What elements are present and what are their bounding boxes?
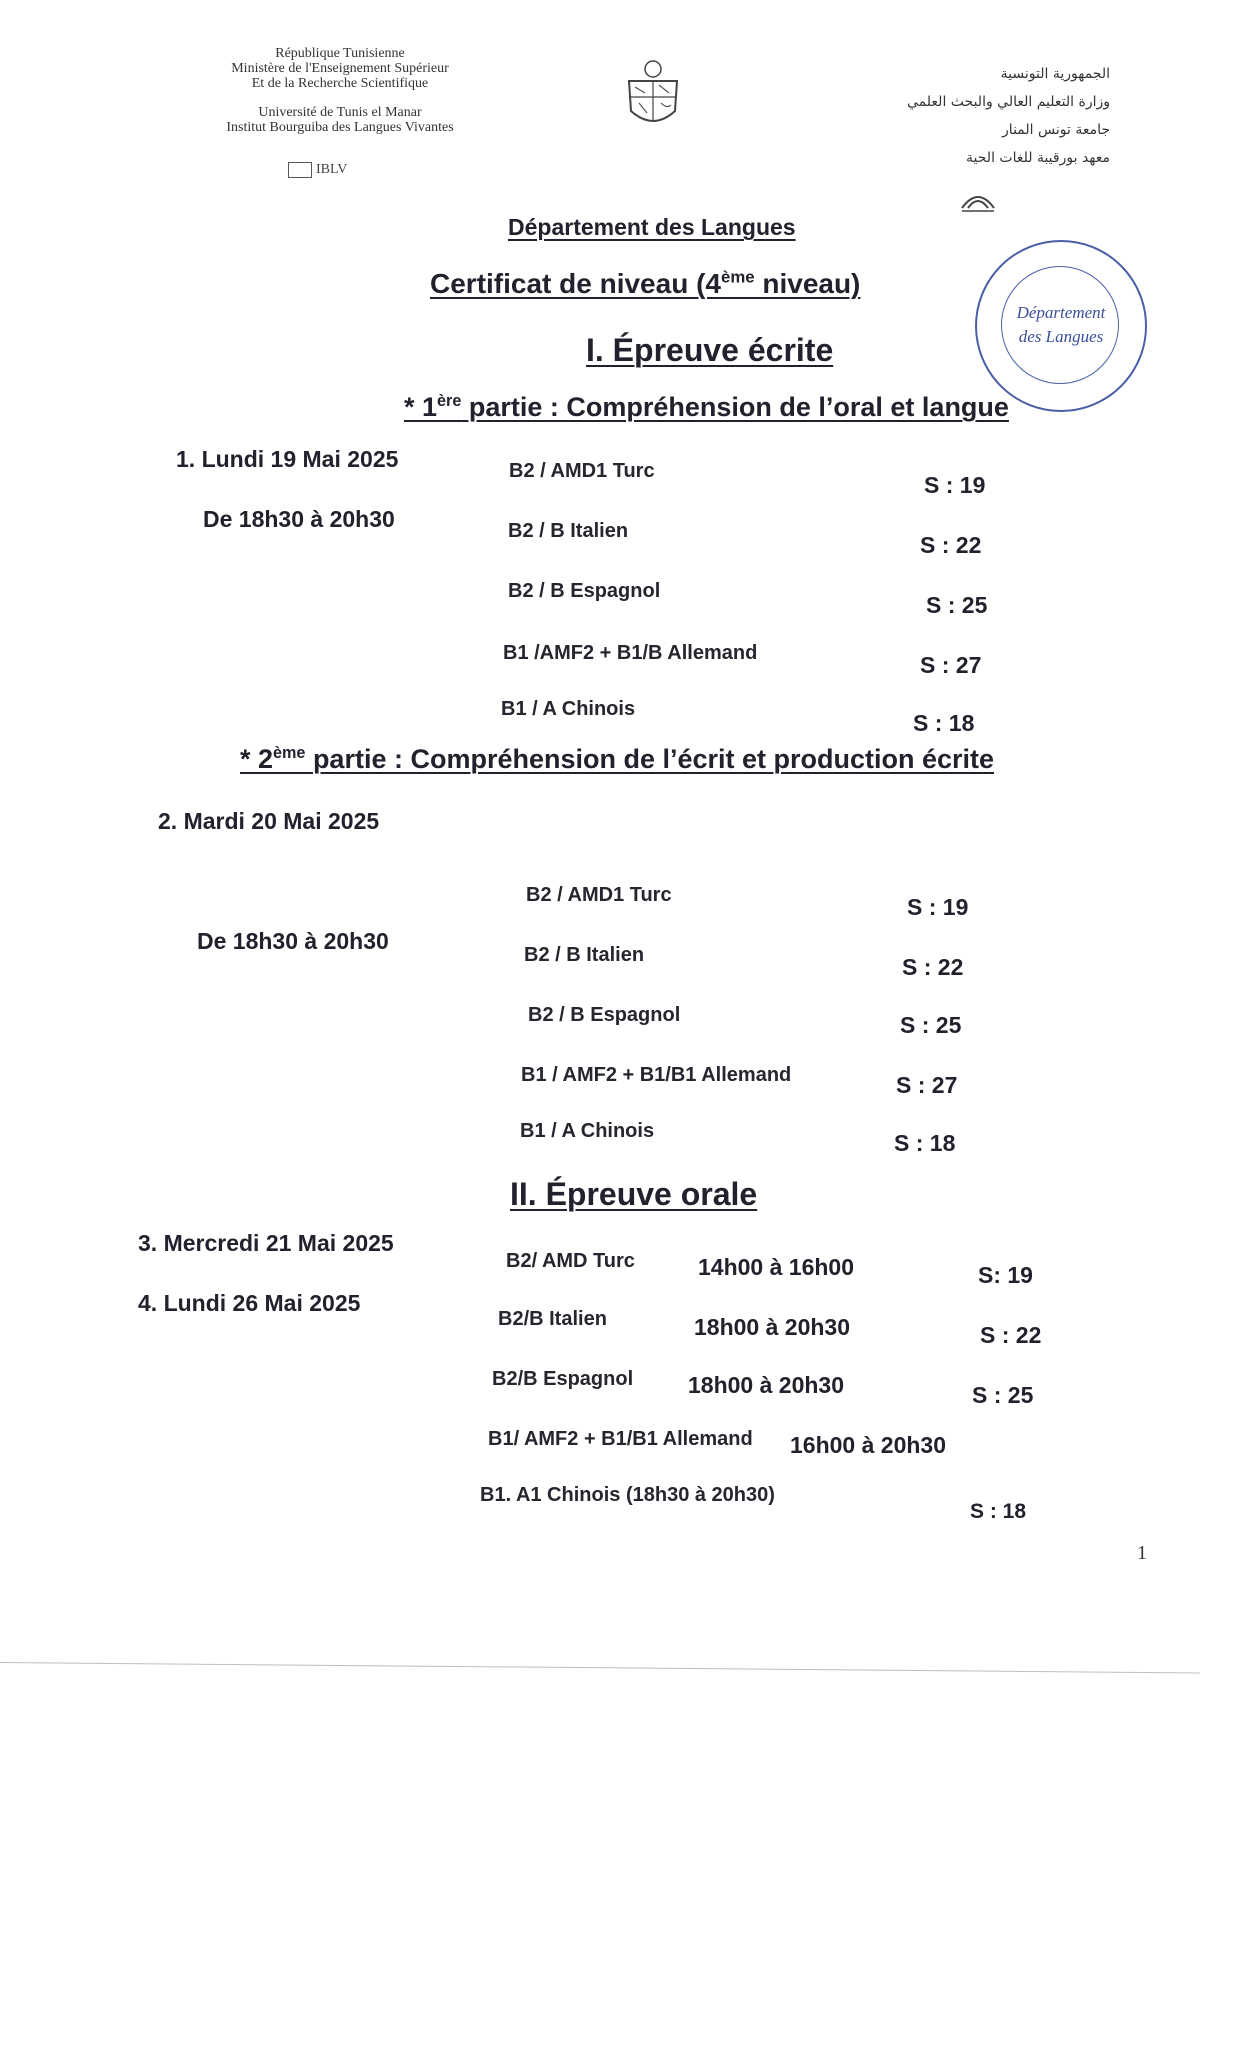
oral-salle-turc: S: 19 xyxy=(978,1262,1033,1288)
oral-time-italien: 18h00 à 20h30 xyxy=(694,1314,851,1340)
department-stamp xyxy=(975,240,1147,412)
header-fr-line: Université de Tunis el Manar xyxy=(258,105,422,120)
part1-salle-italien: S : 22 xyxy=(920,532,982,558)
part2-date: 2. Mardi 20 Mai 2025 xyxy=(158,808,380,834)
coat-of-arms-emblem xyxy=(613,55,693,135)
part1-time: De 18h30 à 20h30 xyxy=(203,506,395,532)
part2-lang-italien: B2 / B Italien xyxy=(524,944,645,966)
header-ar-line: معهد بورقيبة للغات الحية xyxy=(966,150,1110,166)
oral-lang-turc: B2/ AMD Turc xyxy=(506,1250,635,1272)
oral-lang-italien: B2/B Italien xyxy=(498,1308,607,1330)
stamp-line-1: Département xyxy=(1016,303,1106,322)
stamp-line-2: des Langues xyxy=(1018,327,1104,346)
header-ar-block xyxy=(790,60,1110,172)
part2-salle-turc: S : 19 xyxy=(907,894,969,920)
oral-salle-chinois: S : 18 xyxy=(970,1500,1027,1523)
section2-title: II. Épreuve orale xyxy=(510,1176,758,1212)
institute-logo-icon xyxy=(958,186,998,214)
part2-lang-allemand: B1 / AMF2 + B1/B1 Allemand xyxy=(521,1064,792,1086)
certificate-title: Certificat de niveau (4ème niveau) xyxy=(430,267,861,299)
part1-date: 1. Lundi 19 Mai 2025 xyxy=(176,446,399,472)
oral-lang-allemand: B1/ AMF2 + B1/B1 Allemand xyxy=(488,1428,753,1450)
part2-time: De 18h30 à 20h30 xyxy=(197,928,389,954)
section2-date-2: 4. Lundi 26 Mai 2025 xyxy=(138,1290,361,1316)
scan-edge-divider xyxy=(0,1662,1200,1673)
header-fr-line: Institut Bourguiba des Langues Vivantes xyxy=(226,120,454,135)
header-ar-line: جامعة تونس المنار xyxy=(1002,122,1110,138)
oral-lang-chinois: B1. A1 Chinois (18h30 à 20h30) xyxy=(480,1484,775,1506)
part2-salle-italien: S : 22 xyxy=(902,954,964,980)
header-fr-line: Ministère de l'Enseignement Supérieur xyxy=(231,61,449,76)
oral-time-allemand: 16h00 à 20h30 xyxy=(790,1432,947,1458)
oral-salle-espagnol: S : 25 xyxy=(972,1382,1034,1408)
header-fr-block xyxy=(170,46,510,135)
oral-lang-espagnol: B2/B Espagnol xyxy=(492,1368,634,1390)
part1-salle-espagnol: S : 25 xyxy=(926,592,988,618)
part2-lang-turc: B2 / AMD1 Turc xyxy=(526,884,672,906)
part1-lang-turc: B2 / AMD1 Turc xyxy=(509,460,655,482)
header-ar-line: وزارة التعليم العالي والبحث العلمي xyxy=(907,94,1110,110)
page-number: 1 xyxy=(1137,1542,1147,1564)
part1-lang-italien: B2 / B Italien xyxy=(508,520,629,542)
oral-time-turc: 14h00 à 16h00 xyxy=(698,1254,855,1280)
part1-lang-espagnol: B2 / B Espagnol xyxy=(508,580,661,602)
iblv-logo-icon xyxy=(288,162,312,178)
section1-title: I. Épreuve écrite xyxy=(586,332,834,368)
part1-salle-chinois: S : 18 xyxy=(913,710,975,736)
part2-lang-espagnol: B2 / B Espagnol xyxy=(528,1004,681,1026)
part1-salle-allemand: S : 27 xyxy=(920,652,982,678)
header-fr-line: République Tunisienne xyxy=(275,46,405,61)
part2-salle-chinois: S : 18 xyxy=(894,1130,956,1156)
part2-lang-chinois: B1 / A Chinois xyxy=(520,1120,655,1142)
header-fr-line: Et de la Recherche Scientifique xyxy=(251,76,429,91)
department-title: Département des Langues xyxy=(508,214,796,240)
part2-salle-allemand: S : 27 xyxy=(896,1072,958,1098)
iblv-logo: IBLV xyxy=(288,162,347,178)
section2-date-1: 3. Mercredi 21 Mai 2025 xyxy=(138,1230,394,1256)
oral-salle-italien: S : 22 xyxy=(980,1322,1042,1348)
header-ar-line: الجمهورية التونسية xyxy=(1000,66,1110,82)
part1-lang-allemand: B1 /AMF2 + B1/B Allemand xyxy=(503,642,758,664)
part1-salle-turc: S : 19 xyxy=(924,472,986,498)
part1-title: * 1ère partie : Compréhension de l’oral et langue xyxy=(404,392,1009,422)
part1-lang-chinois: B1 / A Chinois xyxy=(501,698,636,720)
part2-title: * 2ème partie : Compréhension de l’écrit et production écrite xyxy=(240,744,995,774)
part2-salle-espagnol: S : 25 xyxy=(900,1012,962,1038)
oral-time-espagnol: 18h00 à 20h30 xyxy=(688,1372,845,1398)
